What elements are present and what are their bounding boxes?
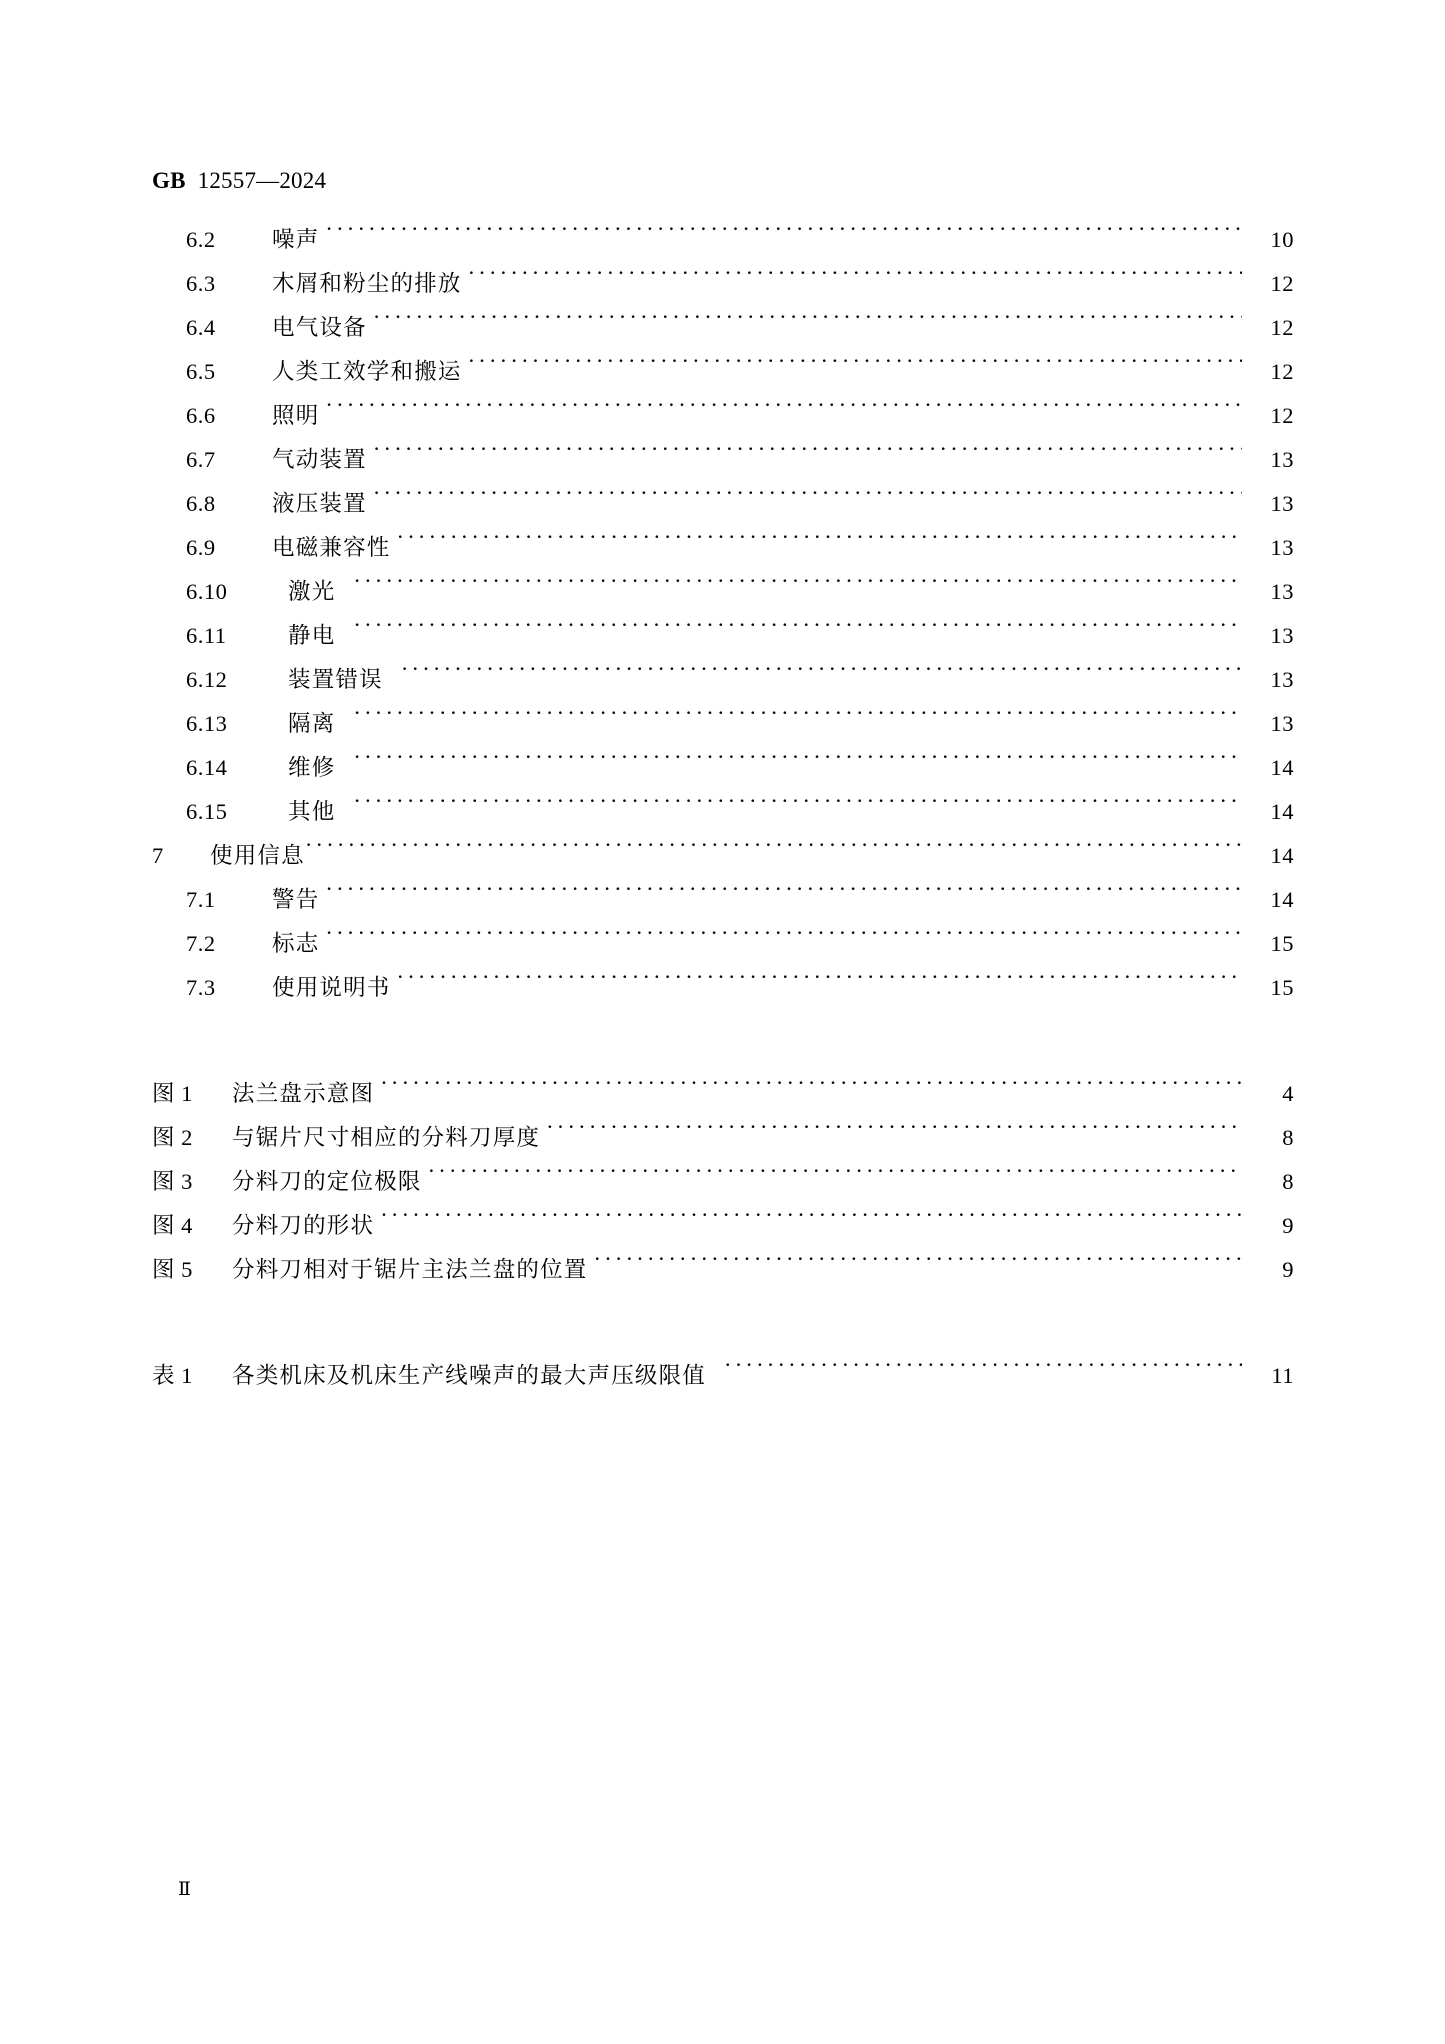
toc-leader-dots	[325, 401, 1242, 423]
toc-entry-number: 6.2	[186, 227, 216, 252]
toc-leader-dots	[380, 1211, 1242, 1233]
toc-entry-number: 6.11	[186, 623, 227, 648]
toc-leader-dots	[325, 929, 1242, 951]
toc-entry[interactable]	[152, 266, 1294, 310]
toc-entry-label: 人类工效学和搬运	[272, 359, 462, 384]
toc-entry-page: 15	[1270, 975, 1294, 1000]
toc-section-separator	[152, 1296, 1294, 1358]
toc-entry-page: 13	[1270, 579, 1294, 604]
toc-entry-page: 13	[1270, 491, 1294, 516]
toc-entry-label: 标志	[272, 931, 320, 956]
toc-entry-page: 8	[1282, 1125, 1294, 1150]
toc-entry-number: 6.9	[186, 535, 216, 560]
toc-entry[interactable]	[152, 618, 1294, 662]
toc-entry-number: 图 3	[152, 1169, 193, 1194]
toc-entry-number: 图 1	[152, 1081, 193, 1106]
toc-entry-page: 10	[1270, 227, 1294, 252]
toc-entry-page: 13	[1270, 623, 1294, 648]
running-header	[152, 168, 326, 194]
toc-entry-label: 法兰盘示意图	[232, 1081, 375, 1106]
toc-entry-page: 13	[1270, 667, 1294, 692]
toc-entry-label: 激光	[288, 579, 336, 604]
toc-entry-page: 4	[1282, 1081, 1294, 1106]
toc-entry[interactable]	[152, 970, 1294, 1014]
toc-table-entry[interactable]	[152, 1358, 1294, 1402]
toc-entry-page: 12	[1270, 359, 1294, 384]
toc-entry[interactable]	[152, 310, 1294, 354]
toc-entry-number: 7.3	[186, 975, 216, 1000]
toc-leader-dots	[353, 797, 1242, 819]
toc-entry-label: 照明	[272, 403, 320, 428]
toc-entry[interactable]	[152, 574, 1294, 618]
toc-entry-number: 图 5	[152, 1257, 193, 1282]
toc-entry-label: 分料刀的定位极限	[232, 1169, 422, 1194]
standard-code: GB	[152, 168, 186, 193]
toc-entry-number: 7	[152, 843, 164, 868]
toc-entry-label: 其他	[288, 799, 336, 824]
toc-entry[interactable]	[152, 926, 1294, 970]
toc-entry-page: 15	[1270, 931, 1294, 956]
table-of-contents	[152, 222, 1294, 1402]
toc-entry-number: 6.6	[186, 403, 216, 428]
toc-entry-number: 6.10	[186, 579, 228, 604]
toc-entry-label: 液压装置	[272, 491, 367, 516]
toc-entry-page: 9	[1282, 1213, 1294, 1238]
toc-entry[interactable]	[152, 354, 1294, 398]
toc-entry-number: 6.4	[186, 315, 216, 340]
toc-entry[interactable]	[152, 398, 1294, 442]
toc-leader-dots	[397, 973, 1242, 995]
toc-entry[interactable]	[152, 662, 1294, 706]
toc-entry-number: 表 1	[152, 1363, 193, 1388]
toc-entry-number: 图 2	[152, 1125, 193, 1150]
toc-entry[interactable]	[152, 442, 1294, 486]
toc-figure-entry[interactable]	[152, 1120, 1294, 1164]
toc-figure-entry[interactable]	[152, 1208, 1294, 1252]
toc-entry[interactable]	[152, 486, 1294, 530]
toc-entry-label: 木屑和粉尘的排放	[272, 271, 462, 296]
toc-leader-dots	[468, 269, 1242, 291]
toc-entry-label: 电磁兼容性	[272, 535, 391, 560]
toc-leader-dots	[353, 621, 1242, 643]
toc-entry-number: 6.3	[186, 271, 216, 296]
toc-entry-label: 维修	[288, 755, 336, 780]
toc-entry-number: 7.2	[186, 931, 216, 956]
toc-leader-dots	[373, 313, 1242, 335]
toc-entry[interactable]	[152, 706, 1294, 750]
toc-entry[interactable]	[152, 222, 1294, 266]
toc-leader-dots	[468, 357, 1242, 379]
toc-entry-page: 14	[1270, 799, 1294, 824]
toc-leader-dots	[353, 753, 1242, 775]
toc-entry-label: 使用信息	[210, 843, 305, 868]
toc-entry-number: 6.7	[186, 447, 216, 472]
toc-section-separator	[152, 1014, 1294, 1076]
toc-entry-page: 12	[1270, 315, 1294, 340]
toc-entry[interactable]	[152, 530, 1294, 574]
toc-leader-dots	[373, 489, 1242, 511]
toc-entry-number: 6.8	[186, 491, 216, 516]
toc-entry-label: 与锯片尺寸相应的分料刀厚度	[232, 1125, 541, 1150]
toc-entry-page: 13	[1270, 447, 1294, 472]
toc-entry-number: 6.5	[186, 359, 216, 384]
toc-entry-label: 装置错误	[288, 667, 383, 692]
toc-entry-label: 电气设备	[272, 315, 367, 340]
toc-entry-page: 13	[1270, 711, 1294, 736]
toc-leader-dots	[373, 445, 1242, 467]
toc-entry-page: 14	[1270, 755, 1294, 780]
toc-entry-page: 11	[1271, 1363, 1294, 1388]
toc-figure-entry[interactable]	[152, 1252, 1294, 1296]
toc-leader-dots	[325, 225, 1242, 247]
toc-entry-page: 8	[1282, 1169, 1294, 1194]
toc-entry-label: 分料刀的形状	[232, 1213, 375, 1238]
toc-entry-number: 6.12	[186, 667, 228, 692]
toc-leader-dots	[401, 665, 1242, 687]
toc-entry-label: 分料刀相对于锯片主法兰盘的位置	[232, 1257, 588, 1282]
toc-entry-page: 14	[1270, 843, 1294, 868]
toc-entry-page: 12	[1270, 271, 1294, 296]
toc-entry-page: 12	[1270, 403, 1294, 428]
toc-leader-dots	[428, 1167, 1242, 1189]
toc-entry[interactable]	[152, 750, 1294, 794]
toc-leader-dots	[724, 1361, 1242, 1383]
toc-leader-dots	[353, 577, 1242, 599]
toc-figure-entry[interactable]	[152, 1164, 1294, 1208]
toc-entry-label: 警告	[272, 887, 320, 912]
toc-entry-label: 各类机床及机床生产线噪声的最大声压级限值	[232, 1363, 707, 1388]
toc-leader-dots	[305, 841, 1242, 863]
toc-leader-dots	[353, 709, 1242, 731]
toc-figure-entry[interactable]	[152, 1076, 1294, 1120]
toc-entry[interactable]	[152, 794, 1294, 838]
toc-entry-number: 6.15	[186, 799, 228, 824]
toc-entry-page: 14	[1270, 887, 1294, 912]
toc-entry-label: 静电	[288, 623, 336, 648]
toc-leader-dots	[325, 885, 1242, 907]
toc-leader-dots	[594, 1255, 1242, 1277]
toc-leader-dots	[380, 1079, 1242, 1101]
toc-entry-number: 7.1	[186, 887, 216, 912]
toc-entry-page: 13	[1270, 535, 1294, 560]
toc-leader-dots	[397, 533, 1242, 555]
standard-number: 12557—2024	[197, 168, 327, 193]
toc-entry[interactable]	[152, 882, 1294, 926]
toc-entry-page: 9	[1282, 1257, 1294, 1282]
toc-entry-label: 噪声	[272, 227, 320, 252]
toc-leader-dots	[546, 1123, 1242, 1145]
page-folio: Ⅱ	[178, 1879, 191, 1900]
toc-entry[interactable]	[152, 838, 1294, 882]
toc-entry-label: 隔离	[288, 711, 336, 736]
toc-entry-label: 使用说明书	[272, 975, 391, 1000]
toc-entry-number: 图 4	[152, 1213, 193, 1238]
toc-entry-number: 6.14	[186, 755, 228, 780]
toc-entry-label: 气动装置	[272, 447, 367, 472]
toc-entry-number: 6.13	[186, 711, 228, 736]
